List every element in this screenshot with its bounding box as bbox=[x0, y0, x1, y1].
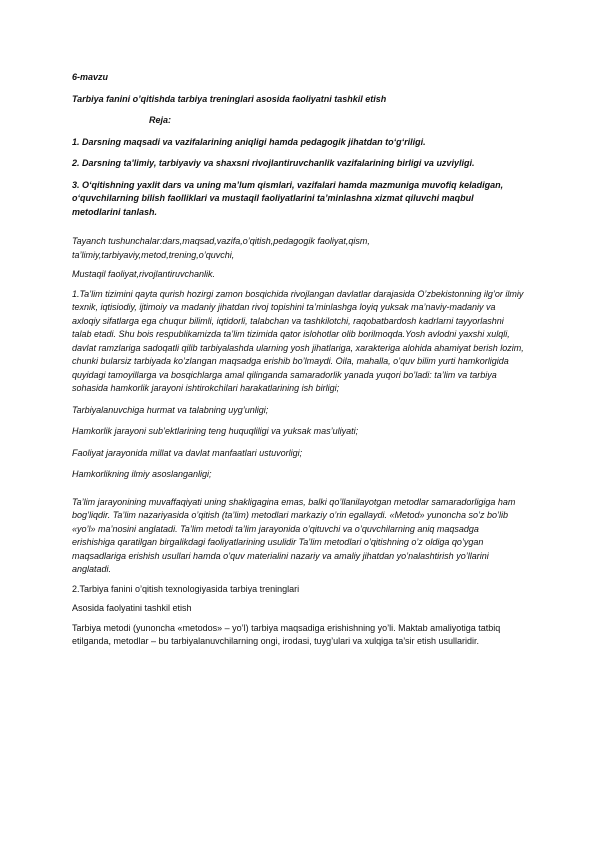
principle-item: Tarbiyalanuvchiga hurmat va talabning uyg’unligi; bbox=[72, 404, 269, 415]
key-terms: Tayanch tushunchalar:dars,maqsad,vazifa,o’qitish,pedagogik faoliyat,qism, ta’limiy,tarbiyaviy,metod,trening,o’quvchi, bbox=[72, 236, 370, 260]
document-page bbox=[72, 71, 524, 649]
plan-item-3: 3. O‘qitishning yaxlit dars va uning ma’lum qismlari, vazifalari hamda mazmuniga muvofiq keladigan, o‘quvchilarning bilish faolliklari va mustaqil faoliyatlarini ta’minlashna xizmat qiluvchi maqbul metodlarini tanlash. bbox=[72, 179, 504, 217]
plan-item-2: 2. Darsning ta'limiy, tarbiyaviy va shaxsni rivojlantiruvchanlik vazifalarining birligi va uzviyligi. bbox=[72, 158, 475, 168]
section-2-subtitle: Asosida faolyatini tashkil etish bbox=[72, 603, 192, 613]
principle-item: Hamkorlikning ilmiy asoslanganligi; bbox=[72, 469, 212, 479]
spacer bbox=[72, 219, 524, 235]
principle-item: Hamkorlik jarayoni sub’ektlarining teng huquqliligi va yuksak mas’uliyati; bbox=[72, 426, 359, 436]
topic-number: 6-mavzu bbox=[72, 72, 109, 82]
key-terms-continued: Mustaqil faoliyat,rivojlantiruvchanlik. bbox=[72, 269, 216, 279]
page-title: Tarbiya fanini o’qitishda tarbiya treninglari asosida faoliyatni tashkil etish bbox=[72, 93, 387, 104]
paragraph-methods: Ta’lim jarayonining muvaffaqiyati uning shakligagina emas, balki qo’llanilayotgan metodlar samaradorligiga ham bog’liqdir. Ta’lim nazariyasida o’qitish (ta’lim) metodlari markaziy o’rin egallaydi. «Metod» yunoncha so’z bo’lib «yo’l» ma’nosini anglatadi. Ta’lim metodi ta’lim jarayonida o’qituvchi va o’quvchilarning aniq maqsadga erishishiga qaratilgan birgalikdagi faoliyatlarining usulidir Ta’lim metodlari o’qitishning o’z oldiga qo’ygan maqsadlariga erishish usullari hamda o’quv materialini nazariy va amaliy jihatdan yo’nalashtirish yo’llarini anglatadi. bbox=[72, 496, 516, 574]
section-2-title: 2.Tarbiya fanini o’qitish texnologiyasida tarbiya treninglari bbox=[72, 583, 300, 594]
paragraph-intro: 1.Ta’lim tizimini qayta qurish hozirgi zamon bosqichida rivojlangan davlatlar darajasida O’zbekistonning ilg’or ilmiy texnik, iqtisiodiy, ijtimoiy va madaniy jihatdan rivoj topishini ta’minlashga loyiq yuksak ma’naviy-madaniy va axloqiy sifatlarga ega chuqur bilimli, iqtidorli, talabchan va tashkilotchi, raqobatbardosh kadrlarni tayyorlashni talab etadi. Shu bois respublikamizda ta’lim tizimida qator islohotlar olib borilmoqda.Yosh avlodni yaxshi xulqli, davlat ramzlariga sadoqatli qilib tarbiyalashda ularning yosh jihatlariga, xarakteriga alohida ahamiyat berish lozim, chunki bularsiz tarbiyada ko’zlangan maqsadga erishib bo’lmaydi. Oila, mahalla, o’quv bilim yurti hamkorligida quyidagi tamoyillarga va bosqichlarga amal qilinganda samaradorlik yanada yuqori bo’ladi: ta’lim va tarbiya sohasida hamkorlik jarayoni ishtirokchilari harakatlarining ish birligi; bbox=[72, 288, 524, 393]
principle-item: Faoliyat jarayonida millat va davlat manfaatlari ustuvorligi; bbox=[72, 447, 303, 458]
plan-item-1: 1. Darsning maqsadi va vazifalarining aniqligi hamda pedagogik jihatdan to‘g‘riligi. bbox=[72, 136, 426, 147]
paragraph-tarbiya-metodi: Tarbiya metodi (yunoncha «metodos» – yo’l) tarbiya maqsadiga erishishning yo’li. Maktab amaliyotiga tatbiq etilganda, metodlar – bu tarbiyalanuvchilarning ongi, irodasi, tuyg’ulari va xulqiga ta’sir etish usullaridir. bbox=[72, 622, 501, 646]
spacer bbox=[72, 482, 524, 496]
plan-label: Reja: bbox=[149, 115, 172, 125]
